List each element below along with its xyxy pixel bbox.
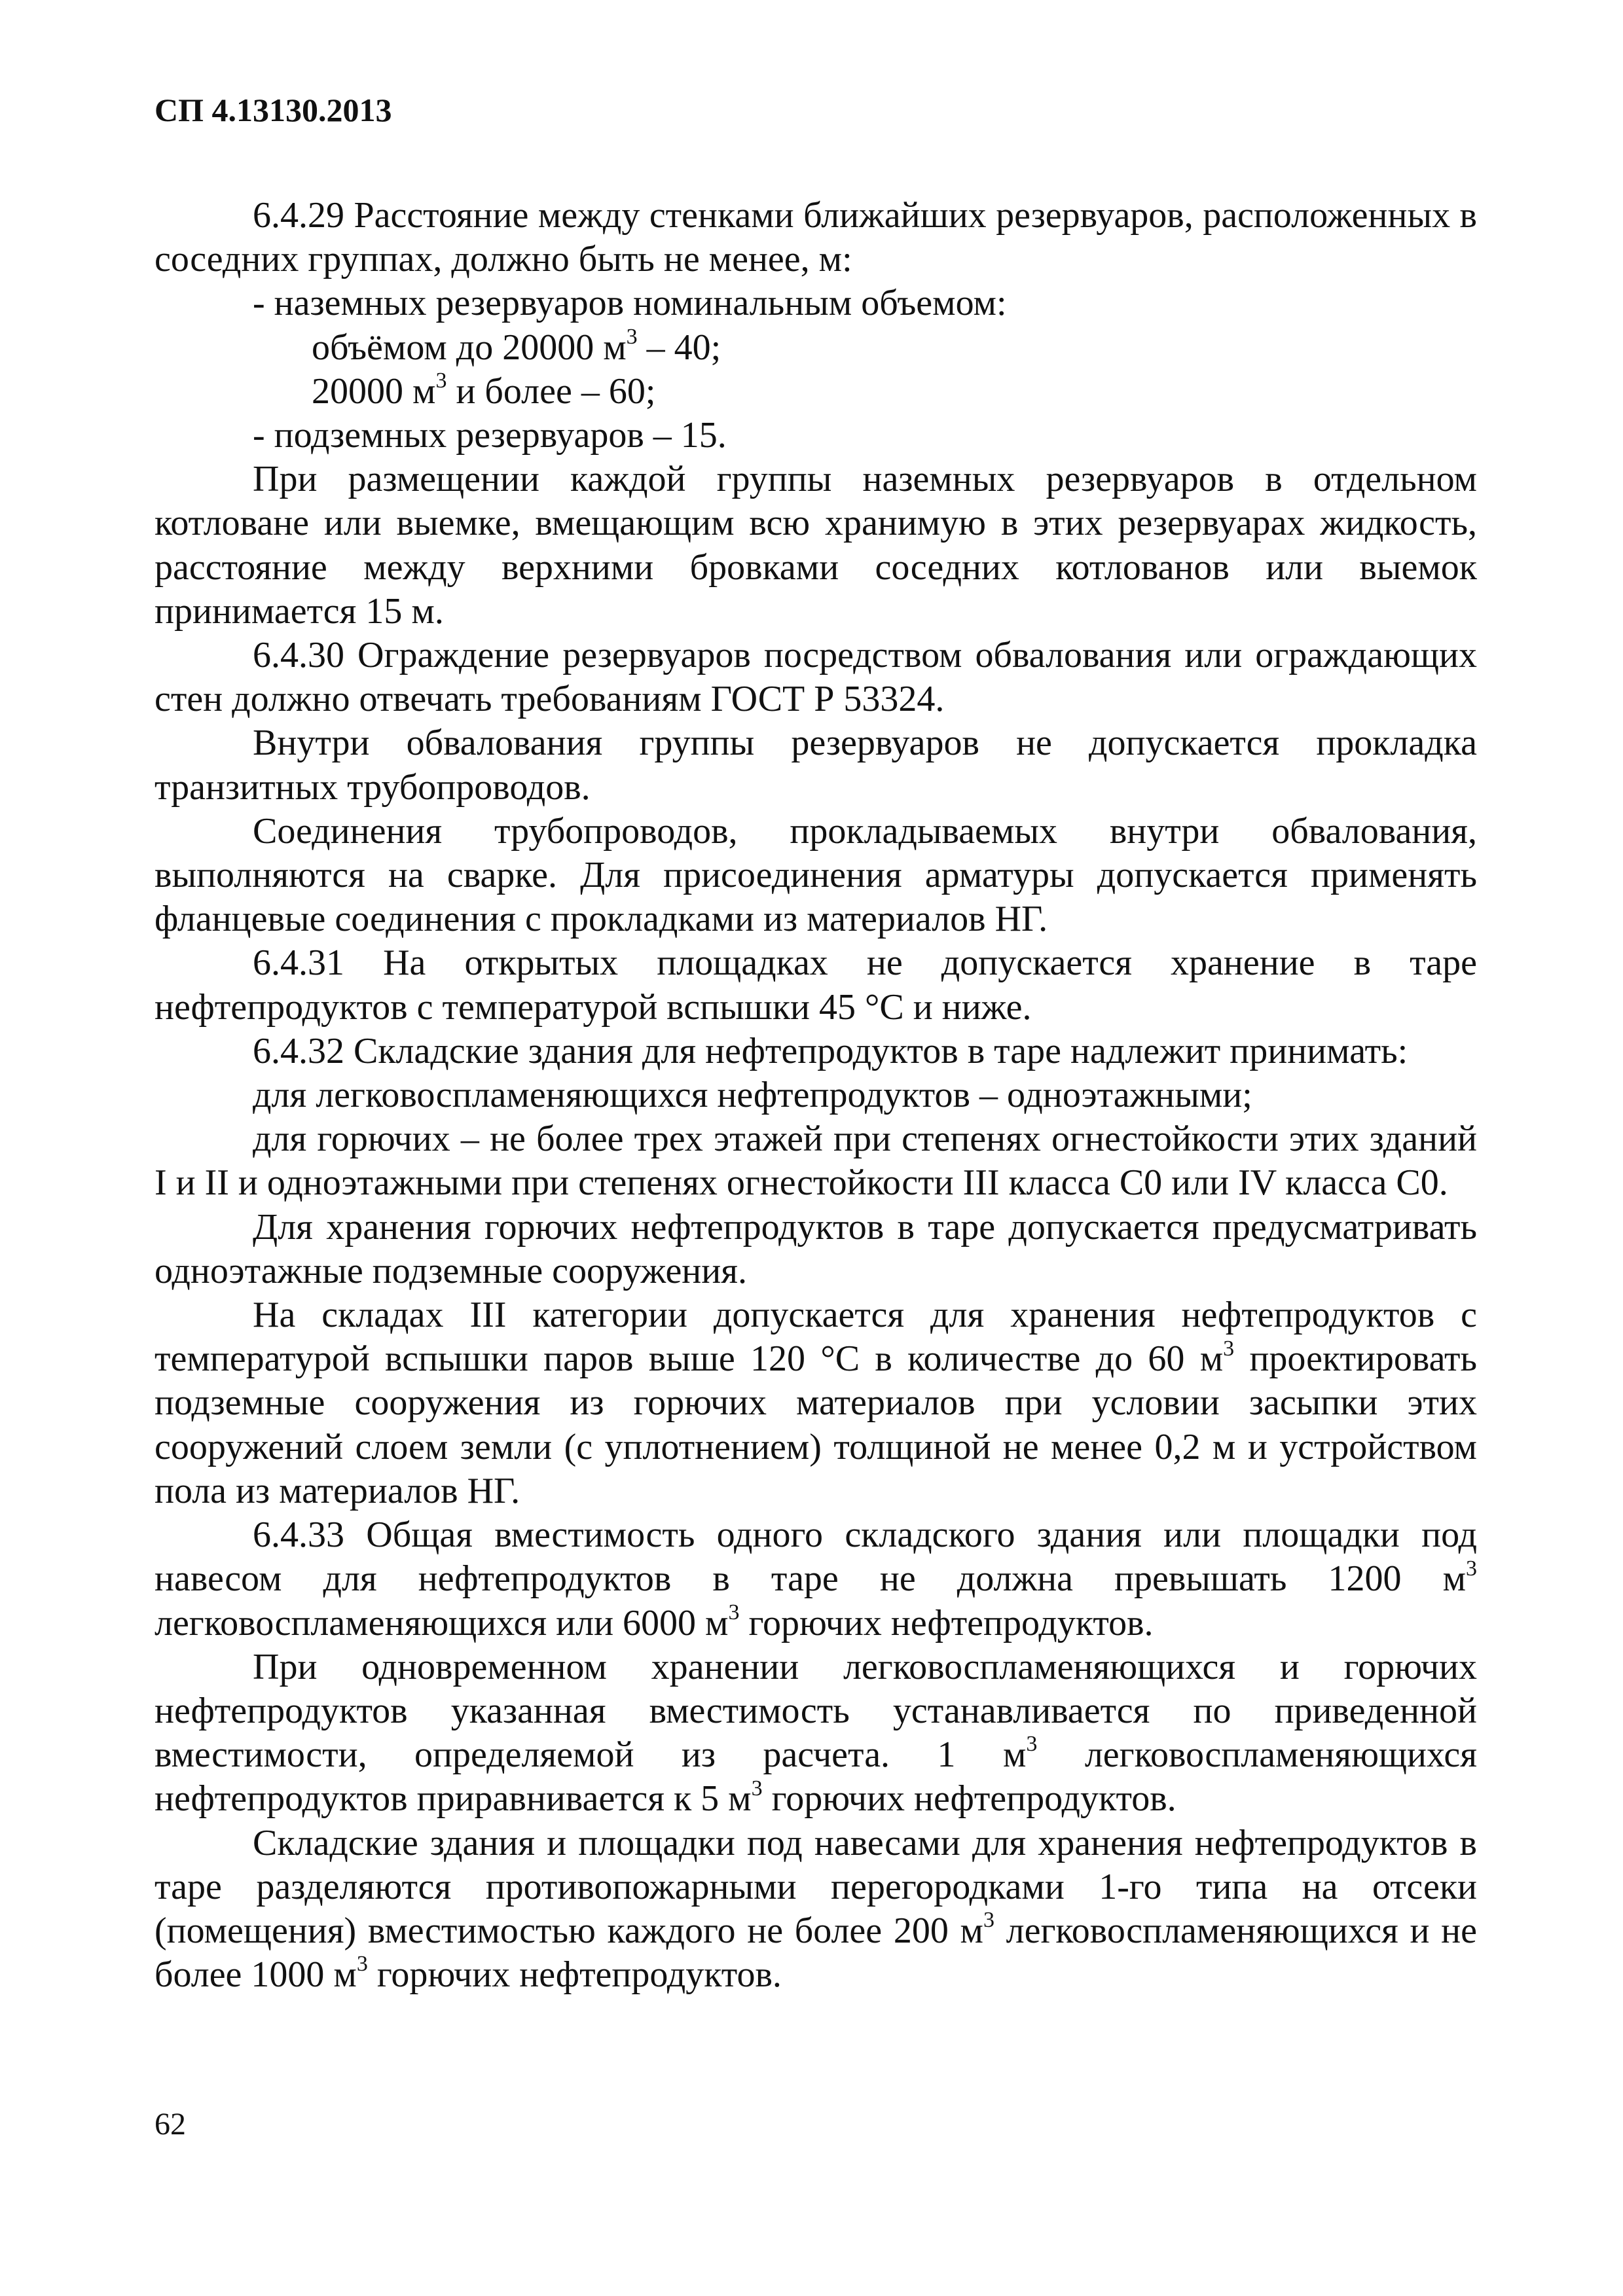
superscript-3: 3	[435, 368, 447, 393]
paragraph-fire-partitions: Складские здания и площадки под навесами для хранения нефтепродуктов в таре разделяются противопожарными перегородками 1-го типа на отсеки (помещения) вместимостью каждого не более 200 $м^3$ легковоспламеняющихся и не более 1000 $м^3$ горючих нефтепродуктов.	[155, 1822, 1477, 1996]
paragraph-underground-structures: Для хранения горючих нефтепродуктов в таре допускается предусматривать одноэтажные подземные сооружения.	[155, 1206, 1477, 1291]
list-item-underground-tanks: - подземных резервуаров – 15.	[253, 415, 727, 456]
paragraph-combustible-floors: для горючих – не более трех этажей при степенях огнестойкости этих зданий I и II и одноэтажными при степенях огнестойкости III класса С0 или IV класса С0.	[155, 1119, 1477, 1204]
paragraph-category-iii-warehouses: На складах III категории допускается для хранения нефтепродуктов с температурой вспышки паров выше 120 °С в количестве до 60 $м^3$ проектировать подземные сооружения из горючих материалов при условии засыпки этих сооружений слоем земли (с уплотнением) толщиной не менее 0,2 м и устройством пола из материалов НГ.	[155, 1295, 1478, 1511]
paragraph-6-4-29: 6.4.29 Расстояние между стенками ближайших резервуаров, расположенных в соседних группах, должно быть не менее, м:	[155, 195, 1477, 280]
superscript-3: 3	[626, 324, 638, 349]
list-item-above-ground-tanks: - наземных резервуаров номинальным объемом:	[253, 283, 1007, 324]
paragraph-6-4-30: 6.4.30 Ограждение резервуаров посредством обвалования или ограждающих стен должно отвечать требованиям ГОСТ Р 53324.	[155, 635, 1477, 720]
superscript-3: 3	[983, 1908, 994, 1933]
document-body	[155, 194, 1477, 1997]
paragraph-simultaneous-storage: При одновременном хранении легковоспламеняющихся и горючих нефтепродуктов указанная вместимость устанавливается по приведенной вместимости, определяемой из расчета. 1 $м^3$ легковоспламеняющихся нефтепродуктов приравнивается к 5 $м^3$ горючих нефтепродуктов.	[155, 1646, 1477, 1820]
paragraph-6-4-31: 6.4.31 На открытых площадках не допускается хранение в таре нефтепродуктов с температурой вспышки 45 °С и ниже.	[155, 942, 1477, 1028]
superscript-3: 3	[751, 1776, 763, 1801]
paragraph-6-4-33: 6.4.33 Общая вместимость одного складского здания или площадки под навесом для нефтепродуктов в таре не должна превышать 1200 $м^3$ легковоспламеняющихся или 6000 $м^3$ горючих нефтепродуктов.	[155, 1515, 1477, 1643]
paragraph-flammable-single-storey: для легковоспламеняющихся нефтепродуктов – одноэтажными;	[253, 1075, 1252, 1116]
paragraph-transit-pipelines: Внутри обвалования группы резервуаров не допускается прокладка транзитных трубопроводов.	[155, 723, 1477, 808]
superscript-3: 3	[1223, 1336, 1235, 1361]
sub-item-volume-20000-and-more: 20000 $м^3$ и более – 60;	[312, 368, 656, 412]
sub-item-volume-up-to-20000: объёмом до 20000 $м^3 - 40$;	[312, 324, 721, 368]
page-number: 62	[155, 2107, 186, 2142]
superscript-3: 3	[356, 1952, 368, 1977]
superscript-3: 3	[728, 1600, 740, 1624]
superscript-3: 3	[1466, 1556, 1477, 1581]
paragraph-pit-placement: При размещении каждой группы наземных резервуаров в отдельном котловане или выемке, вмещающим всю хранимую в этих резервуарах жидкость, расстояние между верхними бровками соседних котлованов или выемок принимается 15 м.	[155, 459, 1477, 632]
superscript-3: 3	[1026, 1732, 1038, 1757]
paragraph-pipe-connections: Соединения трубопроводов, прокладываемых внутри обвалования, выполняются на сварке. Для присоединения арматуры допускается применять фланцевые соединения с прокладками из материалов НГ.	[155, 810, 1477, 940]
paragraph-6-4-32: 6.4.32 Складские здания для нефтепродуктов в таре надлежит принимать:	[253, 1030, 1408, 1071]
document-code-header: СП 4.13130.2013	[155, 92, 392, 128]
